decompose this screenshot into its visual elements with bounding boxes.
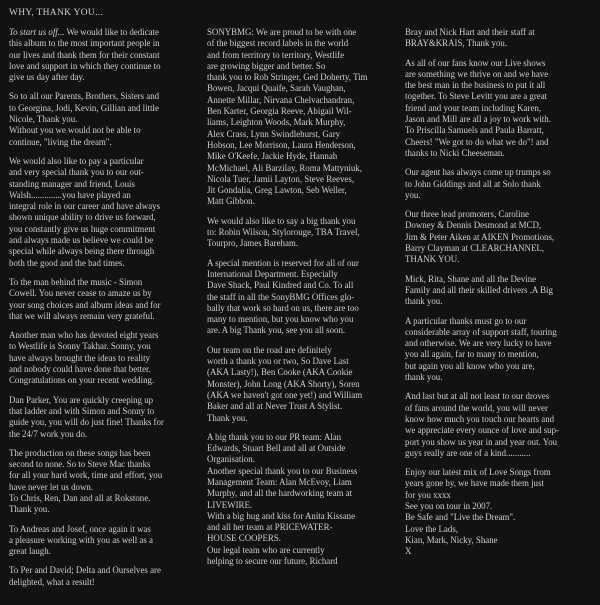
paragraph bbox=[405, 391, 591, 459]
paragraph-text: We would like to dedicate this album to the most important people in our lives and thank them for their constant love and support in which they continue to give us day after day. bbox=[9, 27, 161, 83]
paragraph bbox=[207, 432, 393, 568]
paragraph bbox=[207, 216, 393, 250]
paragraph-text: As all of our fans know our Live shows are something we thrive on and we have the best man in the business to put it all together. To Steve Levitt you are a great friend and your team including Karen, Jason and Mill are all a joy to work with. To Priscilla Samuels and Paula Barratt, Cheers! "We got to do what we do"! and thanks to Nicki Cheeseman. bbox=[405, 57, 551, 158]
paragraph bbox=[405, 316, 591, 384]
paragraph-text: A special mention is reserved for all of our International Department. Especially Dave Shack, Paul Kindred and Co. To all the staff in all the SonyBMG Offices glo- bally that work so hard on us, there are too many to mention, but you know who you are. A big Thank you, see you all soon. bbox=[207, 257, 359, 336]
paragraph bbox=[207, 27, 393, 208]
paragraph bbox=[405, 58, 591, 160]
page-heading: WHY, THANK YOU... bbox=[9, 8, 104, 18]
paragraph bbox=[405, 167, 591, 201]
paragraph-text: Mick, Rita, Shane and all the Devine Family and all their skilled drivers .A Big thank you. bbox=[405, 273, 553, 307]
paragraph-text: Our team on the road are definitely worth a thank you or two, So Dave Last (AKA Lasty!), Ben Cooke (AKA Cookie Monster), John Long (AKA Shorty), Soren (AKA we haven't got one yet!) and William Baker and all at Never Trust A Stylist. Thank you. bbox=[207, 344, 363, 423]
paragraph bbox=[9, 448, 195, 516]
paragraph bbox=[207, 258, 393, 337]
paragraph-text: Another man who has devoted eight years to Westlife is Sonny Takhar. Sonny, you have always brought the ideas to reality and nobody could have done that better. Congratulations on your recent wedding. bbox=[9, 330, 159, 386]
paragraph-text: To the man behind the music - Simon Cowell. You never cease to amaze us by your song choices and album ideas and for that we will always remain very grateful. bbox=[9, 276, 161, 321]
column-2 bbox=[207, 27, 393, 605]
paragraph bbox=[9, 524, 195, 558]
paragraph-text: SONYBMG: We are proud to be with one of the biggest record labels in the world and from territory to territory, Westlife are growing bigger and better. So thank you to Rob Stringer, Ged Doherty, Tim Bowen, Jacqui Quaife, Sarah Vaughan, Annette Millar, Nirvana Chelvachandran, Ben Karter, Georgia Reeve, Abigail Wil- liams, Leighton Woods, Mark Murphy, Alex Crass, Lynn Swindlehurst, Gary Hobson, Lee Morrison, Laura Henderson, Mike O'Keefe, Jackie Hyde, Hannah McMichael, Ali Barzilay, Roma Mattyniuk, Nicola Tuer, Jamii Layton, Steve Reeves, Jit Gondalia, Greg Lawton, Seb Weller, Matt Gibbon. bbox=[207, 27, 368, 207]
paragraph-text: To Andreas and Josef, once again it was a pleasure working with you as well as a great laugh. bbox=[9, 523, 153, 557]
paragraph-text: The production on these songs has been second to none. So to Steve Mac thanks for all your hard work, time and effort, you have never let us down. To Chris, Ren, Dan and all at Rokstone. Thank you. bbox=[9, 447, 163, 515]
paragraph-text: Our three lead promoters, Caroline Downey & Dennis Desmond at MCD, Jim & Peter Aiken at AIKEN Promotions, Barry Clayman at CLEARCHANNEL, THANK YOU. bbox=[405, 209, 555, 265]
column-3 bbox=[405, 27, 591, 605]
paragraph bbox=[9, 565, 195, 588]
paragraph-text: A particular thanks must go to our considerable array of support staff, touring and otherwise. We are very lucky to have you all again, far to many to mention, but again you all know who you are, thank you. bbox=[405, 315, 557, 383]
paragraph bbox=[9, 27, 195, 83]
paragraph-text: Bray and Nick Hart and their staff at BRAY&KRAIS, Thank you. bbox=[405, 27, 535, 49]
paragraph-text: We would also like to say a big thank you to: Robin Wilson, Stylorouge, TBA Travel, Tourpro, James Bareham. bbox=[207, 215, 360, 249]
column-1 bbox=[9, 27, 195, 605]
paragraph-text: Our agent has always come up trumps so to John Giddings and all at Solo thank you. bbox=[405, 167, 551, 200]
paragraph bbox=[9, 330, 195, 386]
text-columns bbox=[9, 27, 591, 605]
paragraph-text: To Per and David; Delta and Ourselves are delighted, what a result! bbox=[9, 565, 161, 587]
paragraph-text: Dan Parker, You are quickly creeping up that ladder and with Simon and Sonny to guide you, you will do just fine! Thanks for the 24/7 work you do. bbox=[9, 394, 164, 439]
paragraph bbox=[9, 395, 195, 440]
paragraph bbox=[405, 209, 591, 265]
paragraph bbox=[405, 274, 591, 308]
paragraph-lead: To start us off... bbox=[9, 27, 65, 37]
paragraph bbox=[405, 27, 591, 50]
paragraph bbox=[9, 277, 195, 322]
paragraph bbox=[9, 91, 195, 147]
paragraph-text: And last but at all not least to our droves of fans around the world, you will never know how much you touch our hearts and we appreciate every ounce of love and sup- port you show us year in and year out. You guys really are one of a kind........... bbox=[405, 391, 560, 458]
paragraph bbox=[405, 467, 591, 557]
paragraph-text: So to all our Parents, Brothers, Sisters and to Georgina, Jodi, Kevin, Gillian and little Nicole, Thank you. Without you we would not be able to continue, "living the dream". bbox=[9, 91, 160, 147]
paragraph bbox=[9, 156, 195, 269]
paragraph bbox=[207, 345, 393, 424]
paragraph-text: A big thank you to our PR team: Alan Edwards, Stuart Bell and all at Outside Organisation. Another special thank you to our Business Management Team: Alan McEvoy, Liam Murphy, and all the hardworking team at LIVEWIRE. With a big hug and kiss for Anita Kissane and all her team at PRICEWATER- HOUSE COOPERS. Our legal team who are currently helping to secure our future, Richard bbox=[207, 431, 358, 567]
paragraph-text: We would also like to pay a particular and very special thank you to our out- standing manager and friend, Louis Walsh..............you have played an integral role in our career and have always shown unique ability to drive us forward, you constantly give us huge commitment and always made us believe we could be special while always being there through both the good and the bad times. bbox=[9, 155, 161, 268]
paragraph-text: Enjoy our latest mix of Love Songs from years gone by, we have made them just for you xxxx See you on tour in 2007. Be Safe and "Live the Dream". Love the Lads, Kian, Mark, Nicky, Shane X bbox=[405, 467, 551, 557]
